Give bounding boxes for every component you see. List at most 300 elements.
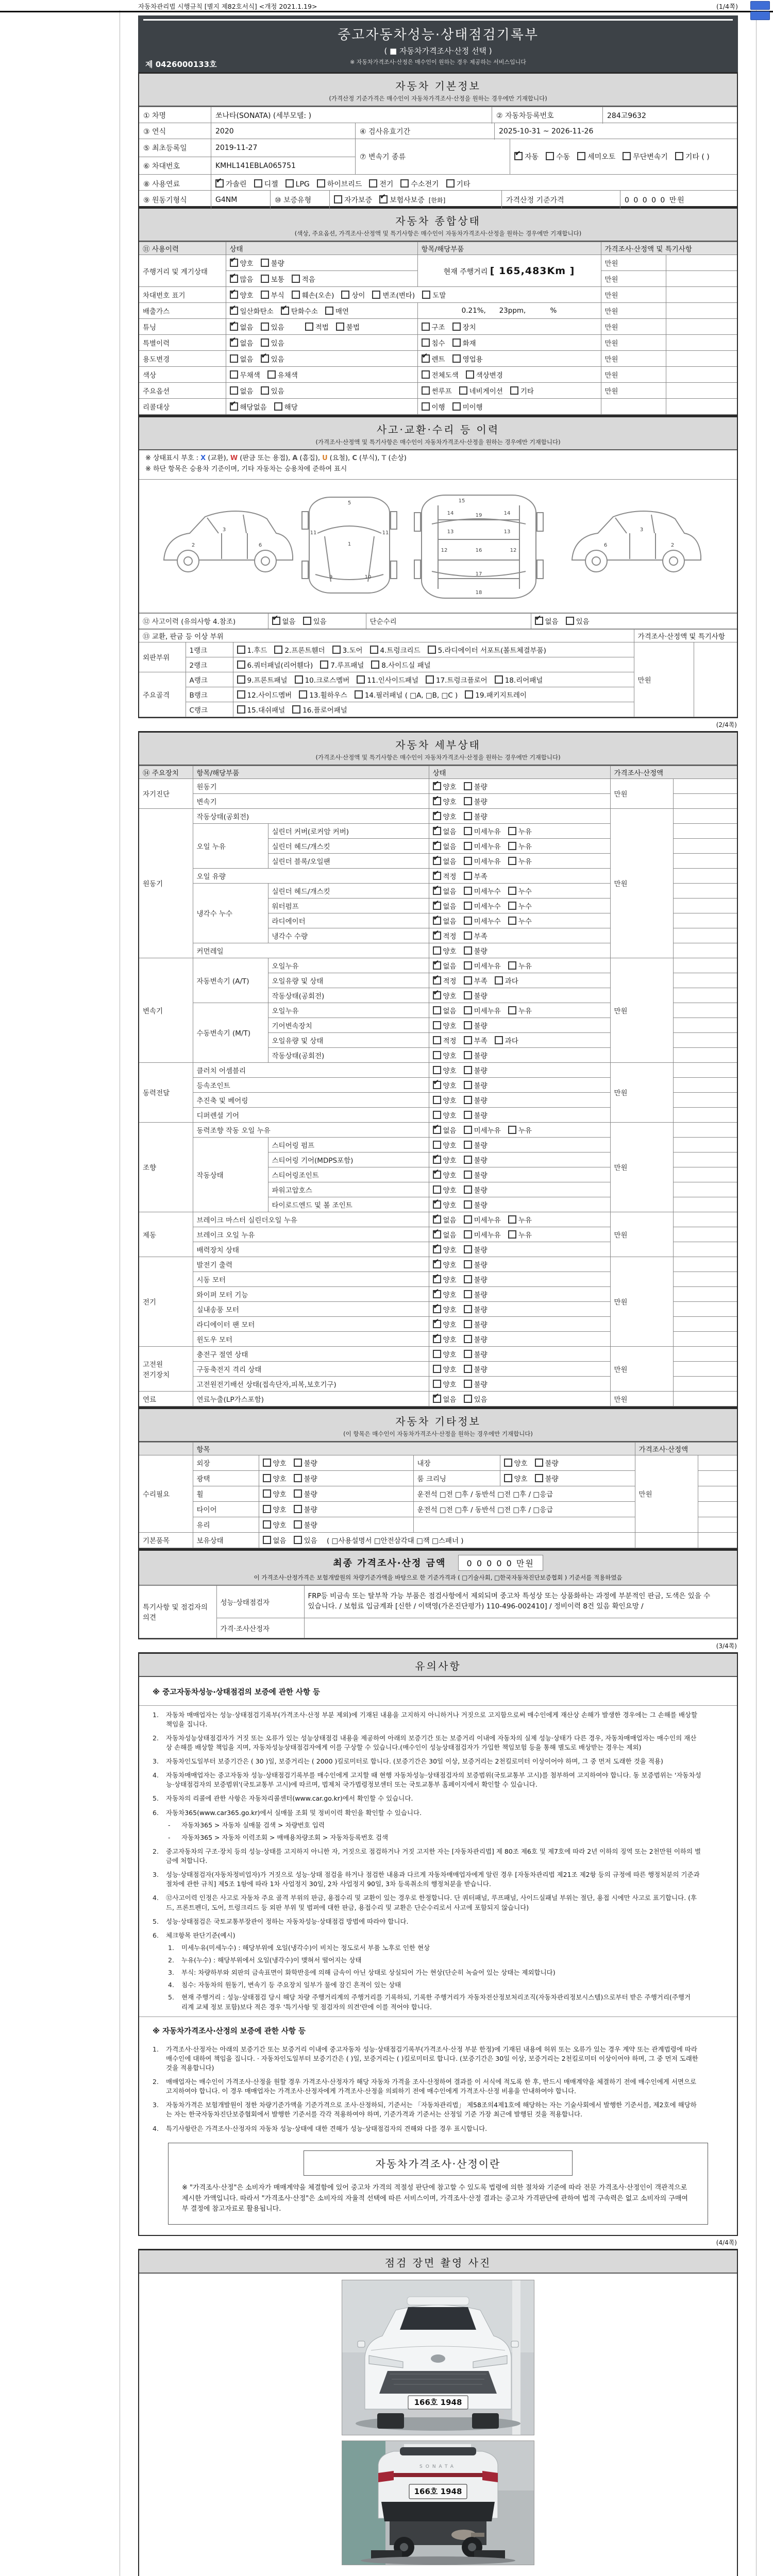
field-label: ⑦ 변속기 종류 [356,139,510,174]
item-cell [417,367,601,383]
legend-desc: (요철), [327,454,352,462]
check-mark: ✔ [433,1197,440,1206]
device-group-label: 변속기 [139,958,193,1062]
checkbox [371,659,430,670]
checkbox-checked [433,1214,457,1225]
checkbox [305,321,329,332]
document-title: 중고자동차성능·상태점검기록부 [338,27,539,43]
checkbox-box [433,884,441,895]
column-header: ⑪ 사용이력 [139,242,226,255]
status-cell [259,1470,413,1486]
checkbox [508,841,532,851]
checkbox-label: 디젤 [264,180,278,189]
final-price-note: 이 가격조사·산정가격은 보험개발원의 차량기준가액을 바탕으로 한 기준가격과 ( □기술사회, □한국자동차진단보증협회 ) 기준서를 적용하였음 [254,1573,623,1581]
checkbox-checked [535,616,559,626]
checkbox-box [466,370,474,379]
detailed-condition-table [139,766,737,1406]
overall-condition-header [139,209,737,242]
checkbox-box [464,782,472,790]
checkbox-box [433,1227,441,1239]
notice-group1-heading: ※ 중고자동차성능·상태점검의 보증에 관한 사항 등 [153,1688,320,1697]
checkbox-box [334,195,342,204]
checkbox-box [464,1021,472,1029]
panel-group-label: 외판부위 [139,642,186,672]
checkbox-box [294,1474,302,1482]
section-title: 자동차 세부상태 [395,738,481,751]
checkbox-label: 불량 [474,1111,488,1120]
checkbox [504,1458,528,1468]
checkbox-label: 불법 [346,324,360,332]
check-mark: ✔ [433,854,440,862]
check-mark: ✔ [422,352,428,360]
checkbox-checked [230,337,254,348]
checkbox-label: 양호 [443,1052,457,1060]
checkbox-checked [433,913,457,926]
item-label: 라디에이터 팬 모터 [193,1316,429,1331]
checkbox [577,151,615,162]
accident-history-section [138,416,738,718]
section-note: (이 항목은 매수인이 자동차가격조사·산정을 원하는 경우에만 기재합니다) [343,1430,533,1437]
diagram-number: 10 [364,574,372,580]
checkbox-box [272,614,280,625]
checkbox [254,179,278,189]
blank-cell [698,1517,737,1532]
item-label: 커먼레일 [193,943,429,958]
checkbox-box [433,899,441,910]
checkbox-label: 양호 [514,1475,528,1484]
blank-cell [673,1286,737,1301]
item-number: - [168,1821,171,1829]
item-label: 오일누유 [268,1003,429,1018]
diagram-number: 12 [510,547,517,553]
item-number: 1. [153,2045,159,2053]
checkbox [332,645,363,655]
blank-cell [698,1455,737,1470]
checkbox [230,369,260,380]
checkbox-label: 양호 [514,1460,528,1468]
checkbox-box [237,690,245,699]
checkbox-checked [433,1167,457,1180]
item-label: 작동상태(공회전) [268,988,429,1003]
registration-number-value: 284고9632 [607,112,646,120]
item-text: 누유(누수) : 해당부위에서 오일(냉각수)이 맺혀서 떨어지는 상태 [181,1956,362,1964]
checkbox-box [400,179,409,188]
checkbox [263,1535,287,1545]
item-label: 스티어링 펌프 [268,1137,429,1152]
notice-header [139,1654,737,1677]
checkbox-label: 부족 [474,1037,488,1045]
checkbox-label: 화재 [462,340,476,348]
checkbox-label: 16.플로어패널 [303,706,347,715]
checkbox-label: 양호 [273,1475,287,1484]
item-label: 오일누유 [268,958,429,973]
checkbox-label: 불량 [474,1171,488,1180]
checkbox [369,179,393,189]
blank-cell [666,335,737,351]
checkbox-box [508,917,516,925]
checkbox-label: 수소전기 [411,180,439,189]
checkbox-box [433,1392,441,1403]
checkbox-box [464,946,472,955]
notice-subitem [168,1980,724,1990]
vin-value: KMHL141EBLA065751 [211,157,356,174]
checkbox-label: LPG [295,180,310,189]
checkbox-label: 전기 [379,180,394,189]
checkbox-label: 양호 [443,1380,457,1389]
checkbox-checked [433,781,457,791]
checkbox [294,1458,317,1468]
checkbox [446,179,470,189]
usage-history-label: 배출가스 [139,303,226,319]
checkbox-label: 양호 [443,1111,457,1120]
checkbox-label: 있음 [271,387,284,396]
checkbox-box [433,794,441,805]
checkbox [452,353,483,364]
checkbox-label: 침수 [431,340,445,348]
diagram-number: 18 [475,589,482,596]
page-marker: (1/4쪽) [716,3,738,10]
price-unit: 만원 [601,271,666,287]
checkbox [495,1035,518,1045]
car-name-value: 쏘나타(SONATA) (세부모델: ) [211,107,492,124]
diagram-number: 3 [640,527,644,533]
section-title: 점검 장면 촬영 사진 [384,2257,492,2269]
checkbox-label: 없음 [282,618,296,626]
checkbox-box [433,946,441,955]
accident-history-header [139,417,737,450]
section-title: 자동차 종합상태 [395,215,481,227]
checkbox-label: 불량 [474,1141,488,1150]
blank-cell [673,793,737,808]
check-mark: ✔ [272,614,279,623]
blank-cell [673,988,737,1003]
checkbox [422,290,446,300]
item-text: 운전석 □전 □후 / 동반석 □전 □후 / □응급 [413,1501,635,1517]
checkbox [263,1504,287,1514]
item-text: 자동차의 리콜에 관한 사항은 자동차리콜센터(www.car.go.kr)에서 확인할 수 있습니다. [166,1794,413,1803]
checkbox-checked [433,1244,457,1255]
checkbox [295,674,350,685]
checkbox [267,369,298,380]
checkbox-box [464,797,472,805]
checkbox-box [464,902,472,910]
checkbox-box [261,386,269,395]
status-cell [429,958,610,973]
accident-history-checks [268,613,366,629]
checkbox-label: 탄화수소 [291,308,318,316]
checkbox-label: 세미오토 [587,153,616,161]
checkbox [508,826,532,836]
checkbox-label: 6.쿼터패널(리어휀다) [247,661,313,670]
item-text: 가격조사·산정자는 아래의 보증기간 또는 보증거리 이내에 중고자동차 성능·상태점검기록부(가격조사·산정 부분 한정)에 기재된 내용에 허위 또는 오류가 있는 경우 계약 또는 관계법령에 따라 매수인에 대하여 책임을 집니다. · 자동차인도일부터 보증기간은 ( )일, 보증거리는 ( )킬로미터로 합니다. (보증기간은 30일 이상, 보증거리는 2천킬로미터 이상이어야 하며, 그 중 먼저 도래한 것을 적용합니다) [166,2045,698,2072]
row-car-name [139,107,737,123]
panel-replacement-table [139,629,737,717]
legend-note: ※ 하단 항목은 승용차 기준이며, 기타 자동차는 승용차에 준하여 표시 [145,465,347,473]
checkbox [464,945,488,956]
checkbox [508,856,532,866]
checkbox-label: 13.휠하우스 [309,691,347,700]
status-cell [429,1032,610,1047]
checkbox [452,337,476,348]
checkbox-box [433,1365,441,1373]
checkbox-box [464,1350,472,1358]
check-mark: ✔ [433,1257,440,1266]
checkbox-box [372,291,380,299]
checkbox-checked [433,1289,457,1299]
checkbox-box [261,259,269,267]
checkbox-label: 네비게이션 [469,387,503,396]
notice-item [153,1794,724,1803]
status-cell [429,988,610,1003]
status-cell [429,1107,610,1122]
checkbox-label: 없음 [443,887,457,896]
item-subgroup-label: 작동상태 [193,1137,268,1212]
item-label: 워터펌프 [268,898,429,913]
checkbox-box [464,991,472,999]
checkbox-label: 불량 [304,1506,317,1515]
checkbox [274,645,325,655]
price-unit: 만원 [601,383,666,399]
divider [139,1705,737,1706]
checkbox-label: 장치 [462,324,476,332]
checkbox [464,960,501,971]
other-info-section [138,1408,738,1549]
checkbox-label: 영업용 [462,355,483,364]
checkbox-label: 양호 [443,1141,457,1150]
checkbox [464,1155,488,1165]
checkbox-box [263,1505,271,1513]
checkbox-label: 양호 [443,1306,457,1314]
item-cell [417,335,601,351]
mileage-value: [ 165,483Km ] [490,265,575,277]
viewer-button-2[interactable] [750,11,770,20]
item-label: 고전원전기배선 상태(접속단자,피복,보호기구) [193,1376,429,1391]
status-cell [259,1532,635,1548]
item-number: 4. [168,1981,174,1989]
checkbox [274,401,298,412]
document-subtitle: ( ■ 자동차가격조사·산정 선택 ) [384,46,492,56]
item-number: 1. [153,1710,159,1719]
checkbox-label: 양호 [443,1081,457,1090]
final-price-section [138,1549,738,1639]
checkbox [433,1184,457,1195]
checkbox-checked [281,306,318,316]
checkbox-label: 양호 [273,1490,287,1499]
checkbox [495,975,518,986]
usage-history-label: 특별이력 [139,335,226,351]
status-cell [429,1092,610,1107]
checkbox-box [433,1153,441,1164]
item-label: 배력장치 상태 [193,1242,429,1257]
notice-section [138,1652,738,2236]
checkbox-box [464,1230,472,1239]
blank-cell [673,1391,737,1406]
checkbox-box [294,1520,302,1529]
checkbox-label: 양호 [273,1506,287,1515]
status-cell [429,1346,610,1361]
checkbox [464,901,501,911]
item-label: 유리 [193,1517,259,1532]
checkbox-box [433,1066,441,1074]
checkbox-box [508,1006,516,1014]
checkbox-box [464,1335,472,1343]
detailed-condition-header [139,733,737,766]
legend-item [352,454,381,462]
blank-cell [673,928,737,943]
checkbox-box [379,195,388,204]
item-label: 원동기 [193,778,429,793]
checkbox-label: 양호 [273,1460,287,1468]
checkbox [422,401,445,412]
checkbox-label: 없음 [443,827,457,836]
diagram-number: 15 [458,498,465,504]
legend-item [200,454,230,462]
checkbox-label: 불량 [474,1246,488,1255]
checkbox-box [464,1111,472,1119]
diagram-number: 3 [222,527,226,533]
item-number: 4. [153,1771,159,1780]
viewer-button-1[interactable] [750,1,770,10]
item-text: 자동차성능상태점검자가 거짓 또는 오류가 있는 성능상태점검 내용을 제공하여 아래의 보증기간 또는 보증거리 이내에 자동차의 실제 성능·상태가 다른 경우, 자동차매매업자는 매수인의 재산상 손해를 배상할 책임을 지며, 자동차성능상태점검자에게 이를 구상할 수 있습니다.(매수인이 성능상태점검자가 가입한 책임보험 등을 통해 별도로 배상받는 경우는 제외) [166,1734,697,1751]
checkbox-label: 부식 [271,292,284,300]
blank-cell [673,838,737,853]
checkbox-box [433,854,441,865]
check-mark: ✔ [230,336,237,344]
checkbox [464,1199,488,1210]
item-subgroup-label: 냉각수 누수 [193,883,268,943]
price-unit: 만원 [601,319,666,335]
item-label: 실린더 블록/오일팬 [268,853,429,868]
price-unit: 만원 [610,958,673,1062]
top-rule [0,11,773,12]
checkbox-box [464,842,472,850]
blank-cell [673,1077,737,1092]
item-cell [417,351,601,367]
checkbox [261,385,284,396]
checkbox-label: 불량 [271,260,284,268]
checkbox-box [433,1096,441,1104]
checkbox-box [433,988,441,999]
status-cell [429,808,610,823]
checkbox-box [261,338,269,347]
checkbox-box [464,1096,472,1104]
item-number: 3. [153,2101,159,2109]
legend-item [382,454,407,462]
checkbox-label: 미세누유 [474,1216,501,1225]
checkbox-box [464,857,472,865]
blank-cell [673,1182,737,1197]
checkbox-label: 양호 [443,798,457,806]
checkbox-box [464,1290,472,1298]
item-number: 2. [153,1847,159,1855]
notice-item [153,1771,724,1789]
check-mark: ✔ [230,304,237,312]
checkbox-label: 미세누유 [474,962,501,971]
field-label: ⑨ 원동기형식 [139,191,211,209]
checkbox-label: 없음 [443,857,457,866]
check-mark: ✔ [433,824,440,833]
checkbox-label: 있음 [271,340,284,348]
checkbox [464,811,488,821]
checkbox-box [332,646,341,654]
item-text: 부식: 차량하부와 외판의 금속표면이 화학반응에 의해 금속이 아닌 상태로 상실되어 가는 현상(단순히 녹슬어 있는 상태는 제외합니다) [181,1969,556,1977]
checkbox-box [446,179,455,188]
status-cell [226,351,417,367]
checkbox-label: 없음 [443,842,457,851]
section-title: 사고·교환·수리 등 이력 [376,423,500,436]
checkbox-label: 미세누유 [474,1231,501,1240]
item-number: 5. [168,1993,174,2002]
check-mark: ✔ [433,1332,440,1341]
checkbox-box [508,902,516,910]
checkbox-label: 미세누유 [474,827,501,836]
checkbox [535,1473,559,1483]
checkbox [464,1244,488,1255]
checkbox-label: 양호 [240,260,254,268]
checkbox-label: 3.도어 [342,646,363,655]
checkbox-checked [433,856,457,866]
checkbox-label: 1.후드 [247,646,267,655]
blank-cell [673,868,737,883]
notice-subitem [168,1956,724,1965]
notice-subitem [168,1968,724,1977]
checkbox [464,1050,488,1060]
device-group-label: 고전원 전기장치 [139,1346,193,1391]
checkbox-box [546,152,554,160]
notice-item [153,2100,724,2119]
item-label: 브레이크 마스터 실린더오일 누유 [193,1212,429,1227]
row-engine-warranty [139,190,737,206]
check-mark: ✔ [230,288,237,296]
checkbox-label: 과다 [505,977,518,986]
item-number: 1. [168,1943,174,1952]
checkbox-box [508,1215,516,1224]
blank-cell [698,1470,737,1486]
checkbox-box [355,690,363,699]
checkbox-box [459,386,467,395]
checkbox [422,321,445,332]
checkbox [433,1035,457,1045]
checkbox-checked [422,353,445,364]
checkbox-box [464,1156,472,1164]
checkbox-label: 불량 [474,1320,488,1329]
checkbox-box [508,827,516,835]
checkbox-label: 양호 [443,1261,457,1269]
checkbox [508,1214,532,1225]
item-label: 라디에이터 [268,913,429,928]
status-cell [429,1018,610,1032]
status-cell [429,1047,610,1062]
checkbox-box [433,1167,441,1179]
checkbox-box [464,1066,472,1074]
notice-item [153,1757,724,1766]
checkbox-label: 많음 [240,276,254,284]
checkbox-label: 없음 [240,387,254,396]
checkbox-box [464,976,472,985]
form-meta-row [138,2,738,11]
checkbox-label: 불량 [474,1156,488,1165]
checkbox [357,674,418,685]
column-header: ⑬ 교환, 판금 등 이상 부위 [139,629,634,642]
diagram-number: 13 [447,529,454,535]
checkbox-box [305,323,313,331]
price-unit: 만원 [610,1062,673,1122]
checkbox-label: 없음 [443,1395,457,1404]
checkbox-box [230,354,238,363]
checkbox [370,645,421,655]
item-subgroup-label: 수동변속기 (M/T) [193,1003,268,1062]
checkbox-box [292,291,300,299]
